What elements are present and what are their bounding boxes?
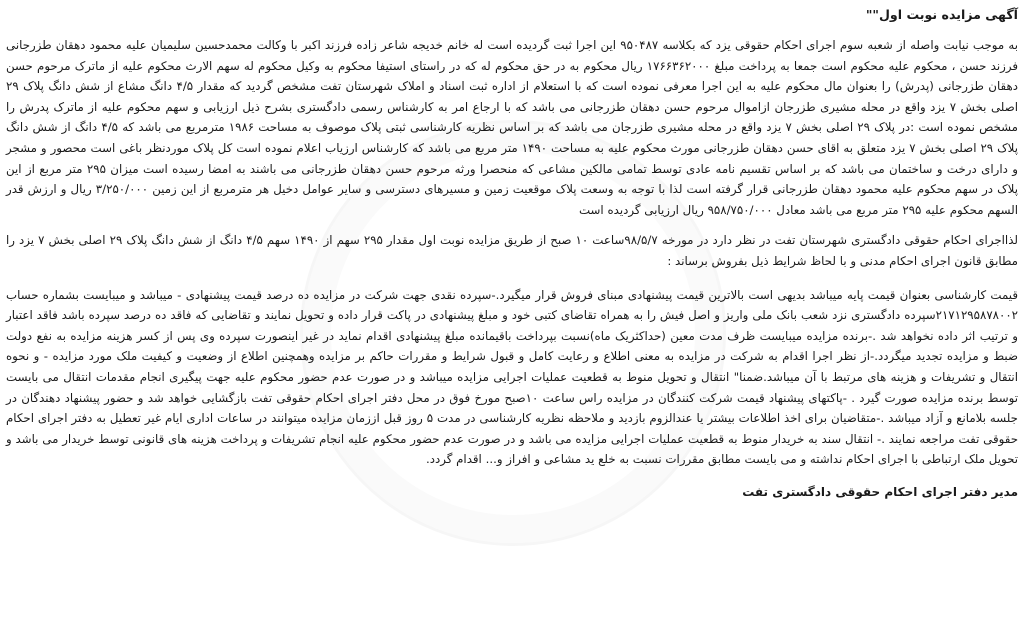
case-description-paragraph: به موجب نیابت واصله از شعبه سوم اجرای احکام حقوقی یزد که بکلاسه ۹۵۰۴۸۷ این اجرا ثبت گردیده است له خانم خدیجه شاعر زاده فرزند اکبر با وکالت محمدحسین سلیمیان علیه محمود دهقان طزرجانی فرزند حسن ، محکوم علیه محکوم است جمعا به پرداخت مبلغ ۱۷۶۶۳۶۲۰۰۰ ریال محکوم به در حق محکوم له که در راستای استیفا محکوم به وکیل محکوم له سهم الارث محکوم علیه از ماترک مرحوم حسن دهقان طزرجانی (پدرش) را بعنوان مال محکوم علیه به این اجرا معرفی نموده است که با استعلام از اداره ثبت اسناد و املاک شهرستان تفت مشخص گردید که مقدار ۴/۵ دانگ مشاع از شش دانگ پلاک ۲۹ اصلی بخش ۷ یزد واقع در محله مشیری طزرجان ازاموال مرحوم حسن دهقان طزرجانی می باشد که با ارجاع امر به کارشناس رسمی دادگستری بشرح ذیل ارزیابی و سهم محکوم علیه از ماترک پدرش را مشخص نموده است :در پلاک ۲۹ اصلی بخش ۷ یزد واقع در محله مشیری طزرجان می باشد که بر اساس نظریه کارشناسی ثبتی پلاک موصوف به مساحت ۱۹۸۶ مترمربع می باشد که ۴/۵ دانگ از شش دانگ پلاک ۲۹ اصلی بخش ۷ یزد متعلق به اقای حسن دهقان طزرجانی مورث محکوم علیه به مساحت ۱۴۹۰ متر مربع می باشد که کارشناس ارزیاب اعلام نموده است کل پلاک موردنظر باغی است محصور و مشجر و دارای درخت و ساختمان می باشد که بر اساس تقسیم نامه عادی توسط تمامی مالکین مشاعی که منحصرا ورثه مرحوم حسن دهقان طزرجانی می باشند به امضا رسیده است میزان ۲۹۵ متر مربع از این پلاک در سهم محکوم علیه محمود دهقان طزرجانی قرار گرفته است لذا با توجه به وسعت پلاک موقعیت زمین و مسیرهای دسترسی و سایر عوامل دخیل هر مترمربع از این زمین ۳/۲۵۰/۰۰۰ ریال و ارزش قدر السهم محکوم علیه ۲۹۵ متر مربع می باشد معادل ۹۵۸/۷۵۰/۰۰۰ ریال ارزیابی گردیده است bbox=[6, 38, 1018, 217]
auction-announcement-paragraph: لذااجرای احکام حقوقی دادگستری شهرستان تفت در نظر دارد در مورخه ۹۸/۵/۷ساعت ۱۰ صبح از طریق مزایده نوبت اول مقدار ۲۹۵ سهم از ۱۴۹۰ سهم ۴/۵ دانگ از شش دانگ پلاک ۲۹ اصلی بخش ۷ یزد را مطابق قانون اجرای احکام مدنی و با لحاظ شرایط ذیل بفروش برساند : bbox=[6, 233, 1018, 268]
auction-conditions-paragraph: قیمت کارشناسی بعنوان قیمت پایه میباشد بدیهی است بالاترین قیمت پیشنهادی مبنای فروش قرار میگیرد.-سپرده نقدی جهت شرکت در مزایده ده درصد قیمت پیشنهادی - میباشد و میبایست بشماره حساب ۲۱۷۱۲۹۵۸۷۸۰۰۲سپرده دادگستری نزد شعب بانک ملی واریز و اصل فیش را به همراه تقاضای کتبی خود و مبلغ پیشنهادی در پاکت قرار داده و تحویل نمایند و تقاضایی که فاقد ده درصد سپرده باشد فاقد اعتبار و ترتیب اثر داده نخواهد شد .-برنده مزایده میبایست ظرف مدت معین (حداکثریک ماه)نسبت بپرداخت باقیمانده مبلغ پیشنهادی اقدام نماید در غیر اینصورت سپرده وی پس از کسر هزینه مزایده به نفع دولت ضبط و مزایده تجدید میگردد.-از نظر اجرا اقدام به شرکت در مزایده به معنی اطلاع و رعایت کامل و قبول شرایط و مقررات حاکم بر مزایده وهمچنین اطلاع از وضعیت و کیفیت ملک مورد مزایده - و نحوه انتقال و تشریفات و هزینه های مرتبط با آن میباشد.ضمنا" انتقال و تحویل منوط به قطعیت عملیات اجرایی مزایده میباشد و در صورت عدم حضور محکوم علیه جهت پیگیری انجام مقدمات انتقال می بایست توسط برنده مزایده صورت گیرد . -پاکتهای پیشنهاد قیمت شرکت کنندگان در مزایده راس ساعت ۱۰صبح مورخ فوق در محل دفتر اجرای احکام حقوقی تفت بازگشایی خواهد شد و حضور پیشنهاد دهندگان در جلسه بلامانع و آزاد میباشد .-متقاضیان برای اخذ اطلاعات بیشتر یا عندالزوم بازدید و ملاحظه نظریه کارشناسی در مدت ۵ روز قبل اززمان مزایده میتوانند در ساعات اداری ایام غیر تعطیل به دفتر اجرای احکام حقوقی تفت مراجعه نمایند .- انتقال سند به خریدار منوط به قطعیت عملیات اجرایی مزایده می باشد و در صورت عدم حضور محکوم علیه انجام تشریفات و پرداخت هزینه های قانونی توسط خریدار می باشد و تحویل ملک ارتباطی با اجرای احکام نداشته و می بایست مطابق مقررات نسبت به خلع ید مشاعی و افراز و... اقدام گردد. bbox=[6, 287, 1018, 467]
notice-title: آگهی مزایده نوبت اول"" bbox=[865, 7, 1018, 22]
signature-line: مدیر دفتر اجرای احکام حقوقی دادگستری تفت bbox=[742, 484, 1018, 499]
